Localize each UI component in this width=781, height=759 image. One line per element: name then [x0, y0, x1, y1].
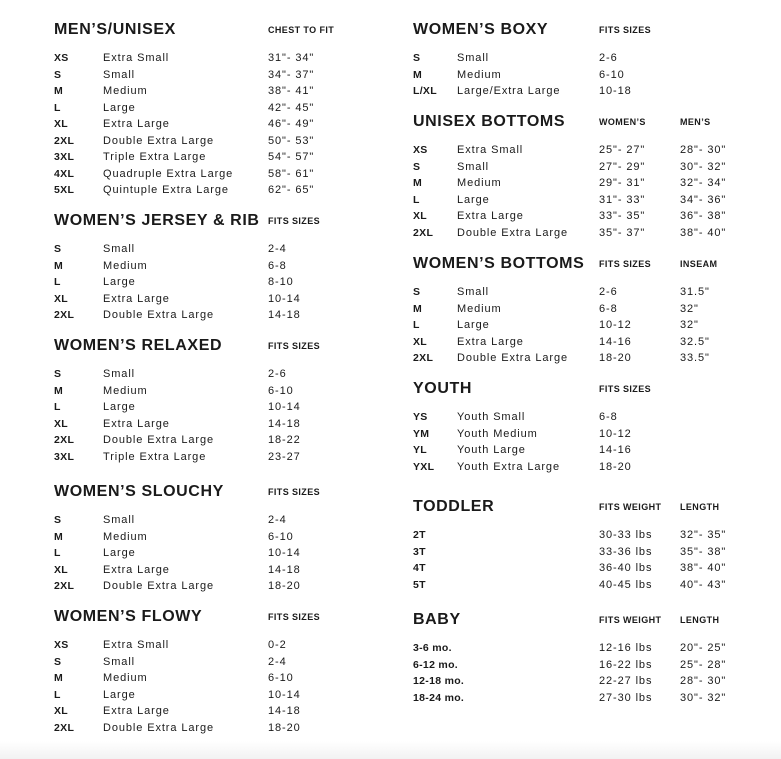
size-name: Large	[103, 688, 136, 701]
size-code: S	[54, 514, 62, 526]
size-measure: 31"- 34"	[268, 52, 315, 64]
size-measure: 18-22	[268, 434, 301, 446]
table-row	[54, 705, 414, 721]
table-row	[413, 319, 773, 335]
size-measure-2: 28"- 30"	[680, 144, 727, 156]
size-code: XS	[54, 639, 69, 651]
table-row	[413, 227, 773, 243]
table-row	[54, 151, 414, 167]
size-code: M	[413, 68, 423, 81]
size-measure: 2-4	[268, 243, 287, 255]
size-code: XL	[413, 210, 428, 222]
size-code: L	[54, 276, 61, 288]
table-row	[54, 309, 414, 325]
section-title: BABY	[413, 611, 461, 628]
size-measure-2: 30"- 32"	[680, 691, 727, 704]
size-measure: 16-22 lbs	[599, 658, 653, 671]
size-measure-2: 31.5"	[680, 286, 710, 298]
column-header: FITS SIZES	[268, 216, 321, 226]
column-header: MEN’S	[680, 117, 711, 127]
size-code: S	[413, 52, 421, 64]
table-row	[413, 286, 773, 302]
size-measure-2: 36"- 38"	[680, 210, 727, 222]
size-name: Extra Small	[457, 144, 524, 156]
size-code: L	[54, 401, 61, 413]
size-measure: 27-30 lbs	[599, 691, 653, 704]
table-row	[54, 434, 414, 450]
size-name: Large	[457, 193, 490, 206]
size-measure: 10-12	[599, 319, 632, 331]
table-row	[54, 52, 414, 68]
size-name: Youth Large	[457, 444, 526, 456]
table-row	[54, 531, 414, 547]
size-measure-2: 20"- 25"	[680, 642, 727, 654]
size-measure: 6-10	[268, 672, 294, 684]
size-name: Extra Large	[457, 210, 524, 222]
size-code: 18-24 mo.	[413, 691, 465, 704]
size-name: Double Extra Large	[103, 134, 214, 147]
column-header: FITS WEIGHT	[599, 502, 662, 512]
size-measure-2: 32"	[680, 319, 699, 331]
table-row	[54, 672, 414, 688]
size-name: Large	[103, 401, 136, 413]
size-name: Small	[457, 286, 490, 298]
size-measure: 34"- 37"	[268, 68, 315, 81]
size-code: 5T	[413, 578, 426, 591]
size-measure-2: 38"- 40"	[680, 226, 727, 239]
size-measure: 46"- 49"	[268, 118, 315, 130]
size-measure-2: 32"- 35"	[680, 529, 727, 541]
table-row	[54, 85, 414, 101]
size-measure: 14-16	[599, 444, 632, 456]
size-measure: 2-4	[268, 514, 287, 526]
size-name: Medium	[457, 177, 502, 189]
size-code: XS	[54, 52, 69, 64]
size-measure: 58"- 61"	[268, 167, 315, 180]
size-measure: 10-12	[599, 427, 632, 440]
size-measure: 14-18	[268, 705, 301, 717]
table-row	[54, 514, 414, 530]
size-measure-2: 32.5"	[680, 335, 710, 348]
table-row	[413, 675, 773, 691]
size-measure-2: 32"	[680, 302, 699, 315]
size-code: XL	[54, 118, 69, 130]
size-measure-2: 33.5"	[680, 352, 710, 364]
section-title: MEN’S/UNISEX	[54, 21, 176, 38]
section-title: WOMEN’S BOXY	[413, 21, 549, 38]
table-row	[413, 428, 773, 444]
size-measure: 2-6	[599, 286, 618, 298]
size-measure: 12-16 lbs	[599, 642, 653, 654]
section-title: TODDLER	[413, 498, 495, 515]
size-name: Youth Small	[457, 411, 526, 423]
size-name: Youth Medium	[457, 427, 538, 440]
size-code: XL	[54, 705, 69, 717]
size-measure-2: 25"- 28"	[680, 658, 727, 671]
section-title: YOUTH	[413, 380, 472, 397]
size-measure: 50"- 53"	[268, 134, 315, 147]
size-measure: 23-27	[268, 450, 301, 463]
size-code: 5XL	[54, 184, 75, 196]
size-name: Extra Large	[103, 118, 170, 130]
size-name: Extra Large	[457, 335, 524, 348]
size-code: 4XL	[54, 167, 75, 180]
table-row	[54, 118, 414, 134]
size-name: Small	[103, 514, 136, 526]
size-code: L/XL	[413, 85, 437, 97]
size-code: 6-12 mo.	[413, 658, 458, 671]
table-row	[413, 177, 773, 193]
table-row	[54, 547, 414, 563]
size-name: Medium	[103, 85, 148, 97]
size-measure: 10-14	[268, 292, 301, 305]
size-code: YXL	[413, 460, 435, 473]
size-measure: 14-18	[268, 417, 301, 430]
size-measure-2: 30"- 32"	[680, 160, 727, 173]
size-code: M	[413, 177, 423, 189]
size-measure: 2-6	[599, 52, 618, 64]
column-header: FITS SIZES	[268, 487, 321, 497]
size-name: Medium	[103, 384, 148, 397]
size-code: XL	[54, 417, 69, 430]
size-name: Medium	[103, 530, 148, 543]
size-measure: 14-18	[268, 309, 301, 321]
size-measure: 18-20	[268, 721, 301, 734]
size-measure: 18-20	[268, 580, 301, 592]
size-measure: 6-8	[599, 411, 618, 423]
section-title: WOMEN’S RELAXED	[54, 337, 223, 354]
size-name: Small	[103, 68, 136, 81]
size-code: 12-18 mo.	[413, 675, 465, 687]
size-measure: 18-20	[599, 460, 632, 473]
table-row	[413, 579, 773, 595]
size-name: Youth Extra Large	[457, 460, 560, 473]
size-measure: 6-10	[268, 384, 294, 397]
size-code: 2T	[413, 529, 426, 541]
column-header: FITS SIZES	[268, 612, 321, 622]
size-code: YL	[413, 444, 428, 456]
size-measure-2: 40"- 43"	[680, 578, 727, 591]
size-code: S	[54, 243, 62, 255]
size-name: Medium	[457, 302, 502, 315]
table-row	[413, 529, 773, 545]
size-name: Small	[457, 52, 490, 64]
size-measure-2: 38"- 40"	[680, 562, 727, 574]
table-row	[413, 444, 773, 460]
table-row	[413, 161, 773, 177]
size-name: Small	[457, 160, 490, 173]
table-row	[54, 580, 414, 596]
size-code: L	[54, 547, 61, 559]
size-measure-2: 34"- 36"	[680, 193, 727, 206]
size-name: Extra Large	[103, 705, 170, 717]
size-name: Small	[103, 655, 136, 668]
size-name: Extra Large	[103, 563, 170, 576]
table-row	[54, 722, 414, 738]
size-code: 2XL	[54, 434, 75, 446]
size-code: 2XL	[54, 580, 75, 592]
table-row	[54, 69, 414, 85]
size-name: Medium	[103, 672, 148, 684]
table-row	[54, 293, 414, 309]
size-measure: 6-10	[599, 68, 625, 81]
size-measure: 2-6	[268, 368, 287, 380]
size-measure: 10-18	[599, 85, 632, 97]
column-header: FITS WEIGHT	[599, 615, 662, 625]
table-row	[413, 336, 773, 352]
size-code: S	[413, 286, 421, 298]
size-measure: 30-33 lbs	[599, 529, 653, 541]
size-measure: 2-4	[268, 655, 287, 668]
size-name: Medium	[457, 68, 502, 81]
size-code: L	[54, 101, 61, 114]
size-name: Small	[103, 368, 136, 380]
section-title: WOMEN’S FLOWY	[54, 608, 203, 625]
size-name: Large	[103, 276, 136, 288]
size-measure: 8-10	[268, 276, 294, 288]
table-row	[413, 52, 773, 68]
size-measure-2: 28"- 30"	[680, 675, 727, 687]
table-row	[413, 411, 773, 427]
size-code: L	[54, 688, 61, 701]
size-measure: 6-10	[268, 530, 294, 543]
size-measure: 18-20	[599, 352, 632, 364]
size-measure: 40-45 lbs	[599, 578, 653, 591]
size-name: Double Extra Large	[103, 309, 214, 321]
size-measure: 42"- 45"	[268, 101, 315, 114]
size-code: YM	[413, 427, 430, 440]
size-code: XL	[54, 563, 69, 576]
section-title: WOMEN’S SLOUCHY	[54, 483, 224, 500]
table-row	[54, 656, 414, 672]
size-name: Double Extra Large	[457, 352, 568, 364]
column-header: FITS SIZES	[599, 384, 652, 394]
size-name: Small	[103, 243, 136, 255]
size-name: Triple Extra Large	[103, 151, 207, 163]
size-name: Medium	[103, 259, 148, 272]
size-code: M	[54, 259, 64, 272]
size-code: YS	[413, 411, 428, 423]
table-row	[54, 689, 414, 705]
size-measure: 10-14	[268, 401, 301, 413]
table-row	[413, 461, 773, 477]
size-measure: 54"- 57"	[268, 151, 315, 163]
size-code: L	[413, 193, 420, 206]
size-code: M	[54, 672, 64, 684]
table-row	[54, 243, 414, 259]
size-measure: 36-40 lbs	[599, 562, 653, 574]
size-measure: 14-16	[599, 335, 632, 348]
size-code: 2XL	[54, 721, 75, 734]
column-header: LENGTH	[680, 615, 720, 625]
table-row	[413, 659, 773, 675]
table-row	[413, 303, 773, 319]
size-code: M	[54, 530, 64, 543]
table-row	[413, 210, 773, 226]
column-header: FITS SIZES	[599, 25, 652, 35]
table-row	[413, 352, 773, 368]
table-row	[54, 276, 414, 292]
size-code: 2XL	[54, 309, 75, 321]
table-row	[413, 144, 773, 160]
table-row	[54, 451, 414, 467]
column-header: WOMEN’S	[599, 117, 646, 127]
table-row	[413, 194, 773, 210]
size-code: 4T	[413, 562, 426, 574]
size-code: 2XL	[54, 134, 75, 147]
table-row	[54, 401, 414, 417]
size-name: Large	[103, 547, 136, 559]
table-row	[54, 564, 414, 580]
size-measure: 14-18	[268, 563, 301, 576]
size-name: Double Extra Large	[457, 226, 568, 239]
size-measure: 25"- 27"	[599, 144, 646, 156]
size-name: Extra Small	[103, 639, 170, 651]
table-row	[413, 692, 773, 708]
size-measure: 33"- 35"	[599, 210, 646, 222]
table-row	[413, 642, 773, 658]
size-name: Large	[457, 319, 490, 331]
table-row	[54, 385, 414, 401]
table-row	[54, 368, 414, 384]
size-code: S	[54, 655, 62, 668]
size-code: 3-6 mo.	[413, 642, 452, 654]
column-header: FITS SIZES	[268, 341, 321, 351]
section-title: WOMEN’S JERSEY & RIB	[54, 212, 260, 229]
size-name: Extra Large	[103, 292, 170, 305]
size-code: M	[54, 384, 64, 397]
table-row	[54, 184, 414, 200]
size-measure: 6-8	[268, 259, 287, 272]
size-measure: 10-14	[268, 688, 301, 701]
size-name: Double Extra Large	[103, 434, 214, 446]
size-name: Quintuple Extra Large	[103, 184, 229, 196]
table-row	[413, 85, 773, 101]
column-header: LENGTH	[680, 502, 720, 512]
bottom-shadow	[0, 741, 781, 759]
column-header: FITS SIZES	[599, 259, 652, 269]
table-row	[54, 135, 414, 151]
size-code: S	[54, 368, 62, 380]
size-code: 3T	[413, 545, 426, 558]
size-measure: 29"- 31"	[599, 177, 646, 189]
size-code: S	[54, 68, 62, 81]
table-row	[54, 260, 414, 276]
size-measure: 33-36 lbs	[599, 545, 653, 558]
size-code: 3XL	[54, 450, 75, 463]
size-measure: 27"- 29"	[599, 160, 646, 173]
size-name: Triple Extra Large	[103, 450, 207, 463]
size-measure-2: 32"- 34"	[680, 177, 727, 189]
size-code: M	[413, 302, 423, 315]
size-name: Extra Small	[103, 52, 170, 64]
size-measure: 62"- 65"	[268, 184, 315, 196]
table-row	[54, 168, 414, 184]
size-code: XS	[413, 144, 428, 156]
size-code: XL	[413, 335, 428, 348]
section-title: WOMEN’S BOTTOMS	[413, 255, 585, 272]
table-row	[413, 546, 773, 562]
size-name: Large	[103, 101, 136, 114]
size-code: 2XL	[413, 352, 434, 364]
size-code: L	[413, 319, 420, 331]
section-title: UNISEX BOTTOMS	[413, 113, 566, 130]
size-code: 3XL	[54, 151, 75, 163]
table-row	[54, 639, 414, 655]
size-measure: 35"- 37"	[599, 226, 646, 239]
size-code: 2XL	[413, 226, 434, 239]
size-measure: 38"- 41"	[268, 85, 315, 97]
size-measure: 0-2	[268, 639, 287, 651]
size-name: Extra Large	[103, 417, 170, 430]
size-measure: 6-8	[599, 302, 618, 315]
table-row	[413, 69, 773, 85]
size-name: Double Extra Large	[103, 721, 214, 734]
size-name: Large/Extra Large	[457, 85, 561, 97]
size-measure: 31"- 33"	[599, 193, 646, 206]
table-row	[413, 562, 773, 578]
size-code: S	[413, 160, 421, 173]
size-measure: 10-14	[268, 547, 301, 559]
size-code: XL	[54, 292, 69, 305]
size-measure: 22-27 lbs	[599, 675, 653, 687]
table-row	[54, 418, 414, 434]
size-name: Quadruple Extra Large	[103, 167, 234, 180]
size-code: M	[54, 85, 64, 97]
column-header: CHEST TO FIT	[268, 25, 335, 35]
size-measure-2: 35"- 38"	[680, 545, 727, 558]
column-header: INSEAM	[680, 259, 718, 269]
table-row	[54, 102, 414, 118]
size-name: Double Extra Large	[103, 580, 214, 592]
